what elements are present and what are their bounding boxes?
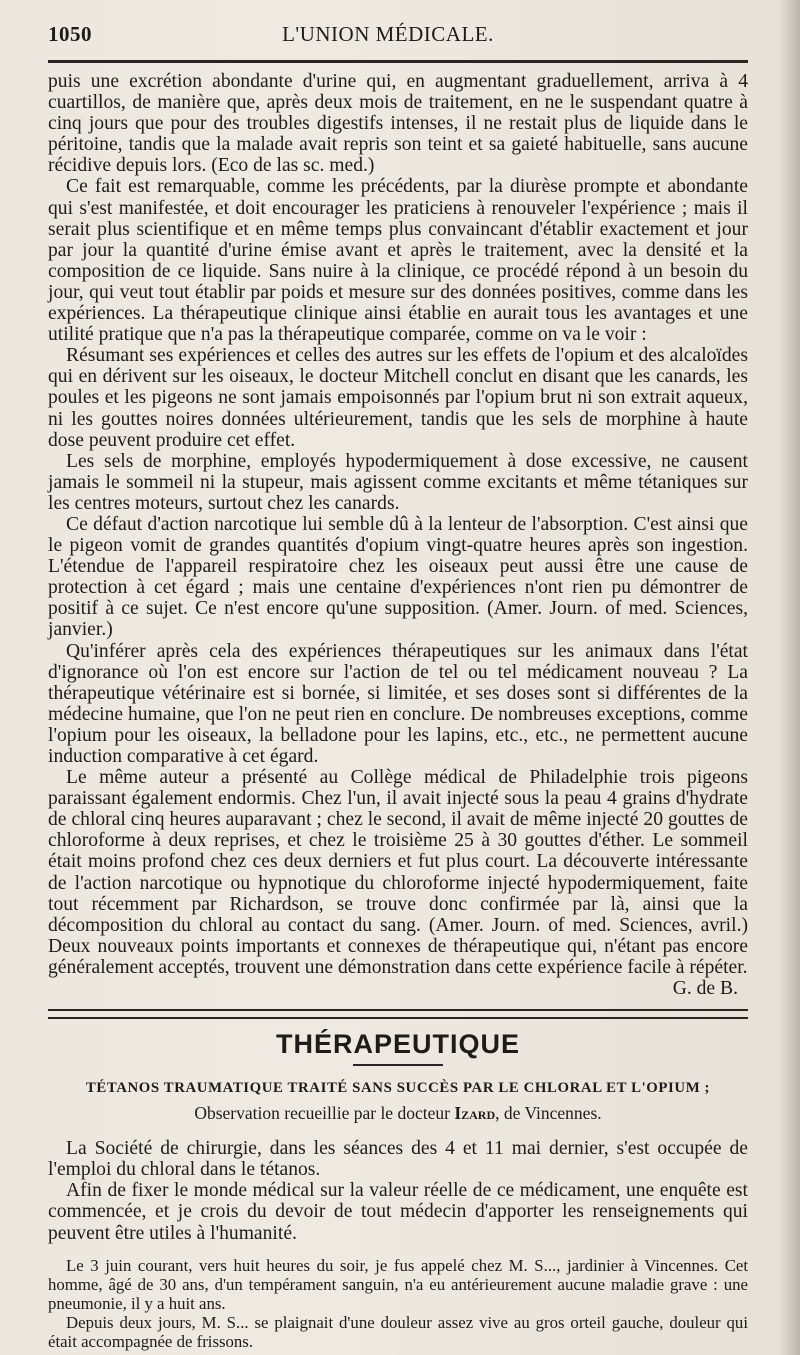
paragraph: Résumant ses expériences et celles des autres sur les effets de l'opium et des alcaloïdes qui en dérivent sur les oiseaux, le docteur Mitchell conclut en disant que les canards, les poules et les pigeons ne sont jamais empoisonnés par l'opium brut ni son extrait aqueux, ni les gouttes noires données ultérieurement, tandis que les sels de morphine à haute dose peuvent produire cet effet. [48, 345, 748, 451]
small-paragraph: Le 3 juin courant, vers huit heures du soir, je fus appelé chez M. S..., jardinier à Vincennes. Cet homme, âgé de 30 ans, d'un tempérament sanguin, n'a eu antérieurement aucune maladie grave : une pneumonie, il y a huit ans. [48, 1255, 748, 1313]
running-head [48, 22, 748, 56]
paragraph: Afin de fixer le monde médical sur la valeur réelle de ce médicament, une enquête est commencée, et je crois du devoir de tout médecin d'apporter les renseignements qui peuvent être utiles à l'humanité. [48, 1180, 748, 1244]
header-rule [48, 60, 748, 63]
paragraph: Les sels de morphine, employés hypodermiquement à dose excessive, ne causent jamais le sommeil ni la stupeur, mais agissent comme excitants et même tétaniques sur les centres moteurs, surtout chez les canards. [48, 450, 748, 514]
observation-byline [48, 1103, 748, 1124]
byline-author: Izard [454, 1103, 496, 1124]
signature: G. de B. [672, 978, 738, 1000]
paragraph: Ce défaut d'action narcotique lui semble dû à la lenteur de l'absorption. C'est ainsi que le pigeon vomit de grandes quantités d'opium vingt-quatre heures après son ingestion. L'étendue de l'appareil respiratoire chez les oiseaux peut aussi être une cause de protection à cet égard ; mais une centaine d'expériences n'ont rien pu démontrer de positif à ce sujet. Ce n'est encore qu'une supposition. (Amer. Journ. of med. Sciences, janvier.) [48, 513, 748, 641]
article-title: TÉTANOS TRAUMATIQUE TRAITÉ SANS SUCCÈS PAR LE CHLORAL ET L'OPIUM ; [85, 1080, 711, 1097]
byline-suffix: , de Vincennes. [495, 1103, 602, 1124]
page-number: 1050 [48, 22, 92, 46]
section-title: THÉRAPEUTIQUE [275, 1029, 521, 1060]
journal-title: L'UNION MÉDICALE. [282, 22, 494, 46]
paragraph: puis une excrétion abondante d'urine qui, en augmentant graduellement, arriva à 4 cuartillos, de manière que, après deux mois de traitement, en ne le suspendant quatre à cinq jours que pour des troubles digestifs intenses, il ne restait plus de liquide dans le péritoine, tandis que la malade avait repris son teint et sa gaieté habituelle, sans aucune récidive depuis lors. (Eco de las sc. med.) [48, 71, 748, 177]
byline-prefix: Observation recueillie par le docteur [194, 1103, 450, 1124]
paragraph: Qu'inférer après cela des expériences thérapeutiques sur les animaux dans l'état d'ignorance où l'on est encore sur l'action de tel ou tel médicament nouveau ? La thérapeutique vétérinaire est si bornée, si limitée, et ses doses sont si différentes de la médecine humaine, que l'on ne peut rien en conclure. De nombreuses exceptions, comme l'opium pour les oiseaux, la belladone pour les lapins, etc., etc., ne permettent aucune induction comparative à cet égard. [48, 640, 748, 767]
paragraph: La Société de chirurgie, dans les séances des 4 et 11 mai dernier, s'est occupée de l'emploi du chloral dans le tétanos. [48, 1138, 748, 1181]
article-opium-birds [48, 71, 748, 999]
small-paragraph: Depuis deux jours, M. S... se plaignait d'une douleur assez vive au gros orteil gauche, douleur qui était accompagnée de frissons. [48, 1312, 748, 1351]
article-tetanos-observation [48, 1256, 748, 1351]
paragraph: Ce fait est remarquable, comme les précédents, par la diurèse prompte et abondante qui s'est manifestée, et doit encourager les praticiens à renouveler l'expérience ; mais il serait plus scientifique et en même temps plus convaincant d'établir exactement et jour par jour la quantité d'urine émise avant et après le traitement, avec la densité et la composition de ce liquide. Sans nuire à la clinique, ce procédé répond à un besoin du jour, qui veut tout établir par poids et mesure sur des données positives, comme dans les expériences. La thérapeutique clinique ainsi établie en aurait tous les avantages et une utilité pratique que n'a pas la thérapeutique comparée, comme on va le voir : [48, 176, 748, 346]
paragraph-text: Le même auteur a présenté au Collège médical de Philadelphie trois pigeons paraissant également endormis. Chez l'un, il avait injecté sous la peau 4 grains d'hydrate de chloral cinq heures auparavant ; chez le second, il avait de même injecté 20 gouttes de chloroforme à deux reprises, et chez le troisième 25 à 30 gouttes d'éther. Le sommeil était moins profond chez ces deux derniers et fut plus court. La découverte intéressante de l'action narcotique ou hypnotique du chloroforme injecté hypodermiquement, faite tout récemment par Richardson, se trouve donc confirmée par là, ainsi que la décomposition du chloral au contact du sang. (Amer. Journ. of med. Sciences, avril.) Deux nouveaux points importants et connexes de thérapeutique qui, n'étant pas encore généralement acceptés, trouvent une démonstration dans cette expérience facile à répéter. [48, 767, 748, 978]
article-tetanos-intro [48, 1138, 748, 1243]
paragraph-last [48, 767, 748, 999]
title-underline [353, 1064, 443, 1066]
section-divider [48, 1009, 748, 1019]
